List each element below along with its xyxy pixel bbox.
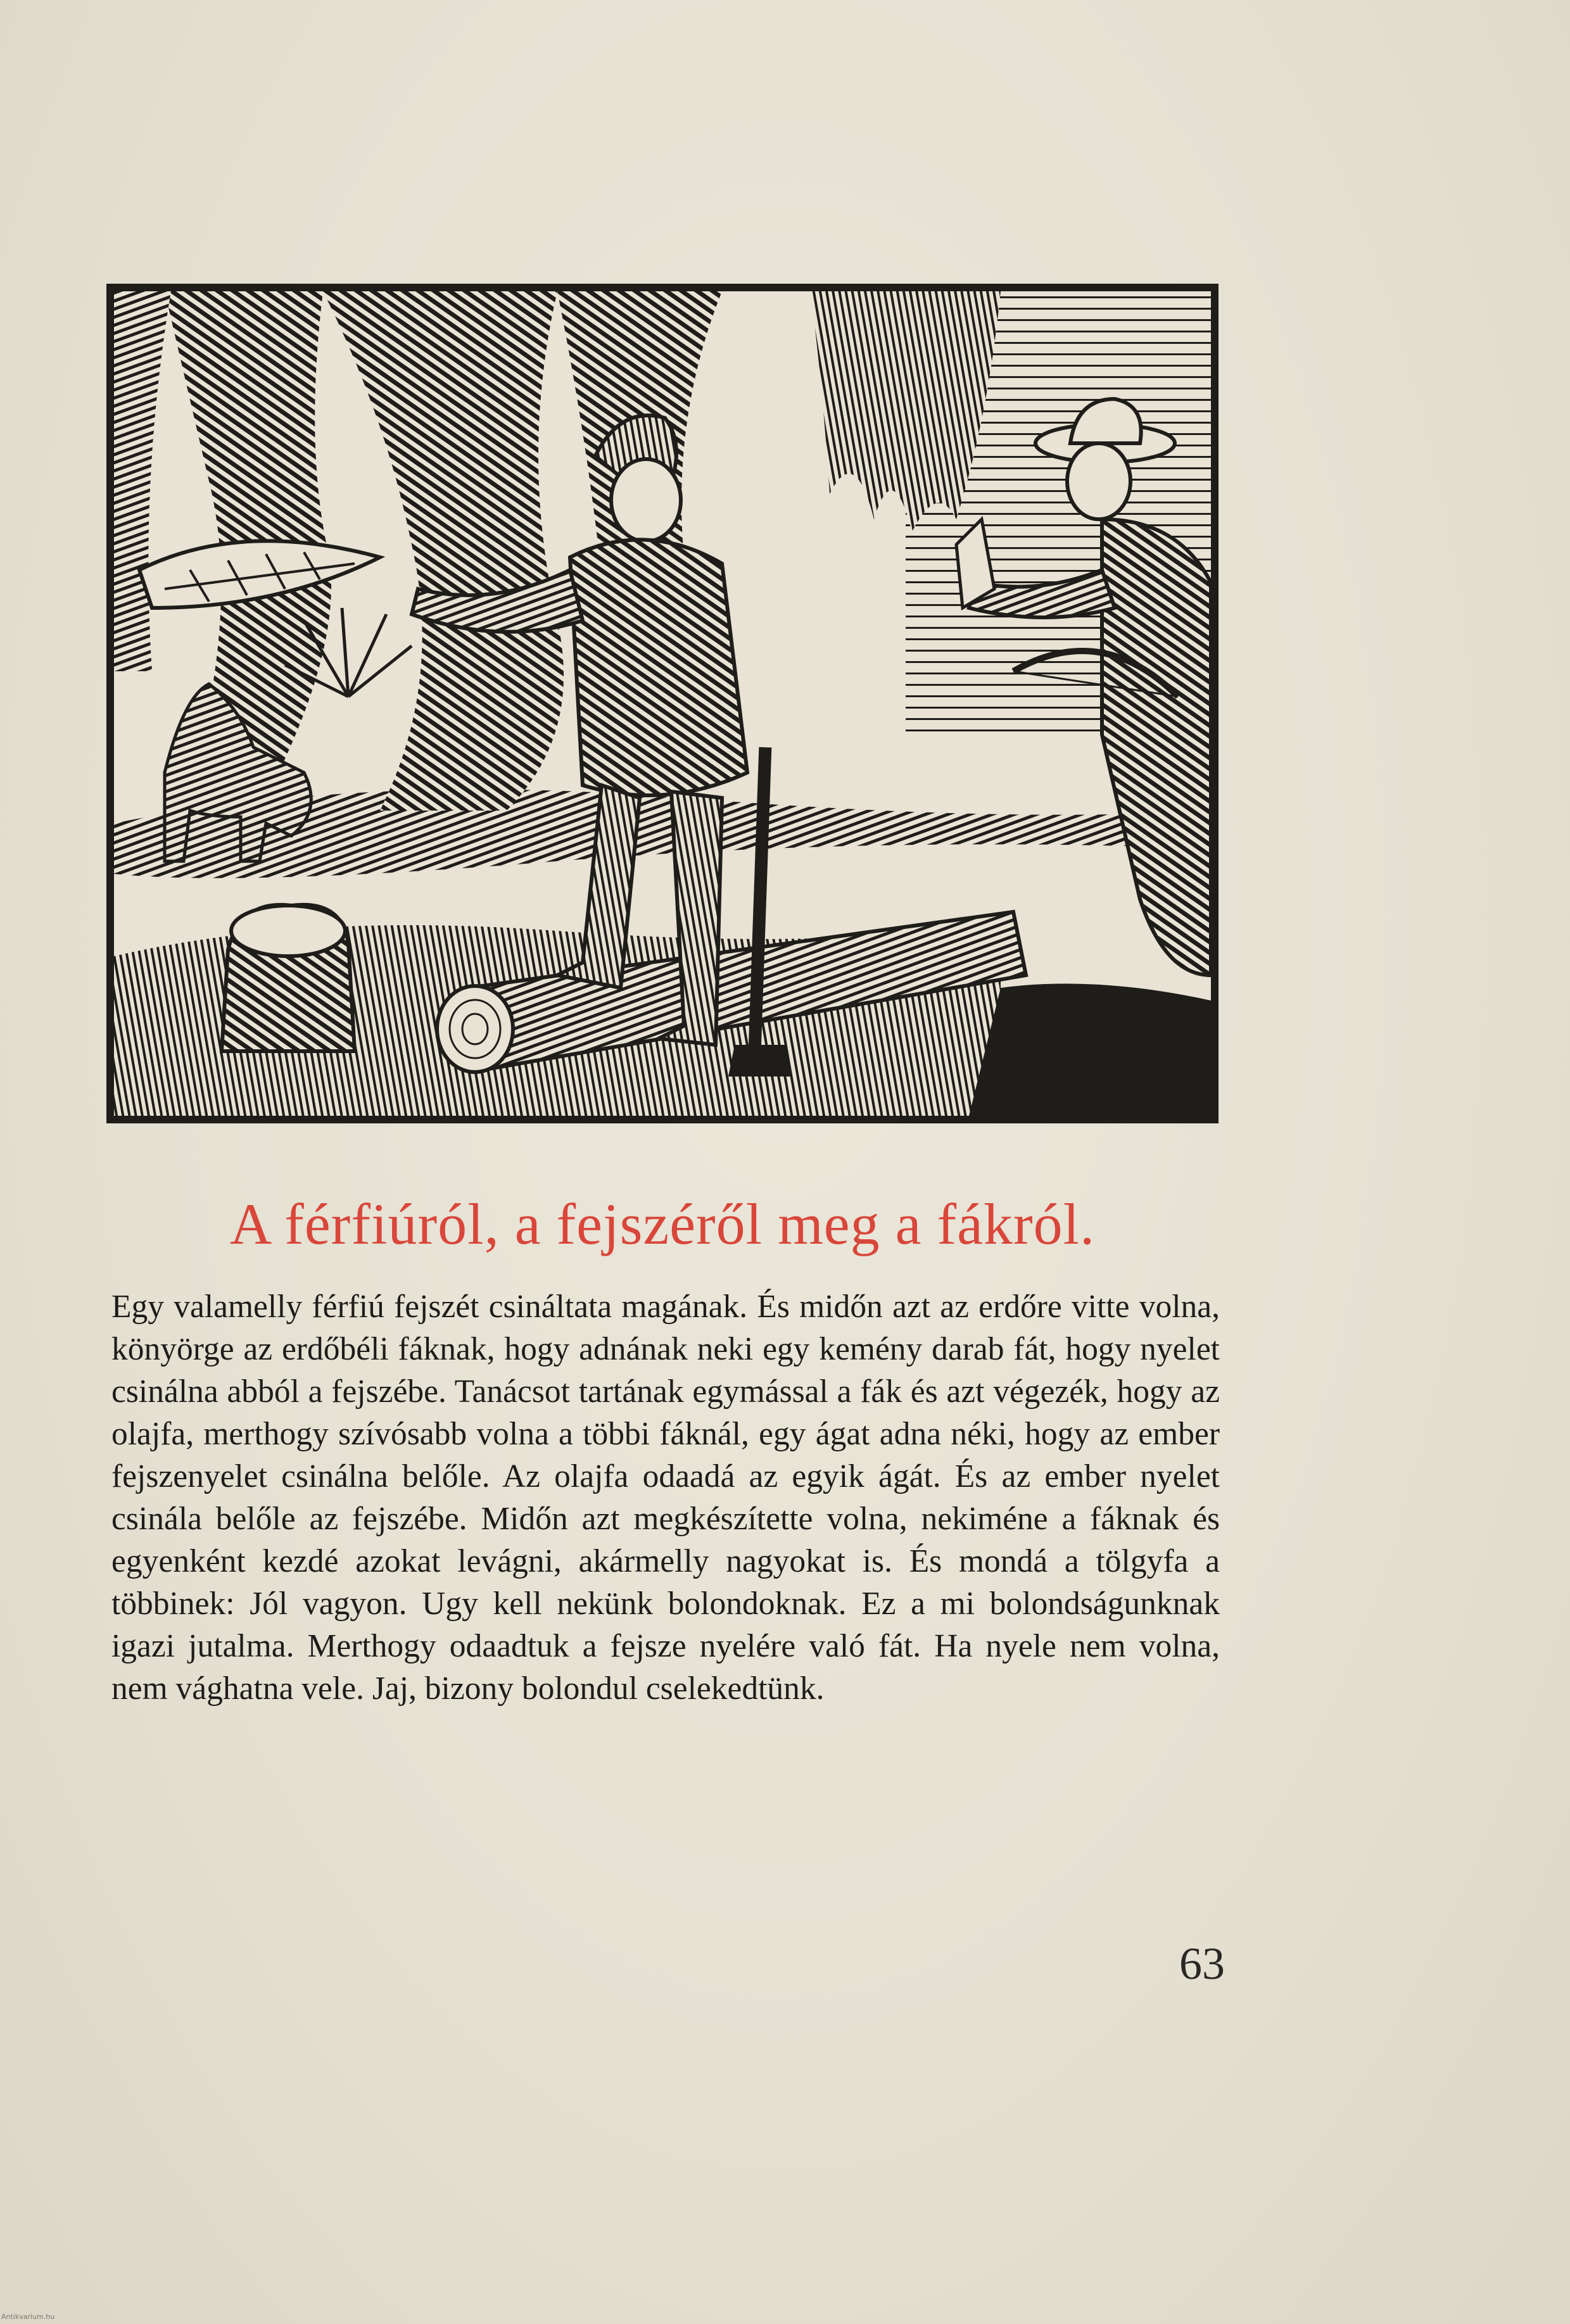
fern-leaf (139, 541, 380, 608)
archer-head (1067, 443, 1130, 519)
ground-corner (969, 983, 1211, 1116)
story-title: A férfiúról, a fejszéről meg a fákról. (229, 1192, 1096, 1256)
woodcut-drawing (114, 291, 1211, 1116)
woodcut-illustration (106, 284, 1219, 1123)
axe-head (728, 1045, 792, 1077)
tree-trunk-edge (114, 291, 171, 671)
woodcutter-tunic (570, 540, 747, 795)
watermark-text: Antikvarium.hu (1, 2313, 55, 2321)
story-body: Egy valamelly férfiú fejszét csináltata magának. És midőn azt az erdőre vitte volna, könyörge az erdőbéli fáknak, hogy adnának neki egy kemény darab fát, hogy nyelet csinálna abból a fejszébe. Tanácsot tartának egymással a fák és azt végezék, hogy az olajfa, merthogy szívósabb volna a többi fáknál, egy ágat adna néki, hogy az ember fejszenyelet csinálna belőle. Az olajfa odaadá az egyik ágát. És az ember nyelet csinála belőle az fejszébe. Midőn azt megkészítette volna, nekiméne a fáknak és egyenként kezdé azokat levágni, akármelly nagyokat is. És mondá a tölgyfa a többinek: Jól vagyon. Ugy kell nekünk bolondoknak. Ez a mi bolondságunknak igazi jutalma. Merthogy odaadtuk a fejsze nyelére való fát. Ha nyele nem volna, nem vághatna vele. Jaj, bizony bolondul cselekedtünk. (111, 1289, 1220, 1707)
log-end (437, 986, 513, 1072)
page-number: 63 (1179, 1938, 1225, 1989)
stump-top (231, 906, 345, 956)
woodcutter-head (611, 459, 681, 541)
